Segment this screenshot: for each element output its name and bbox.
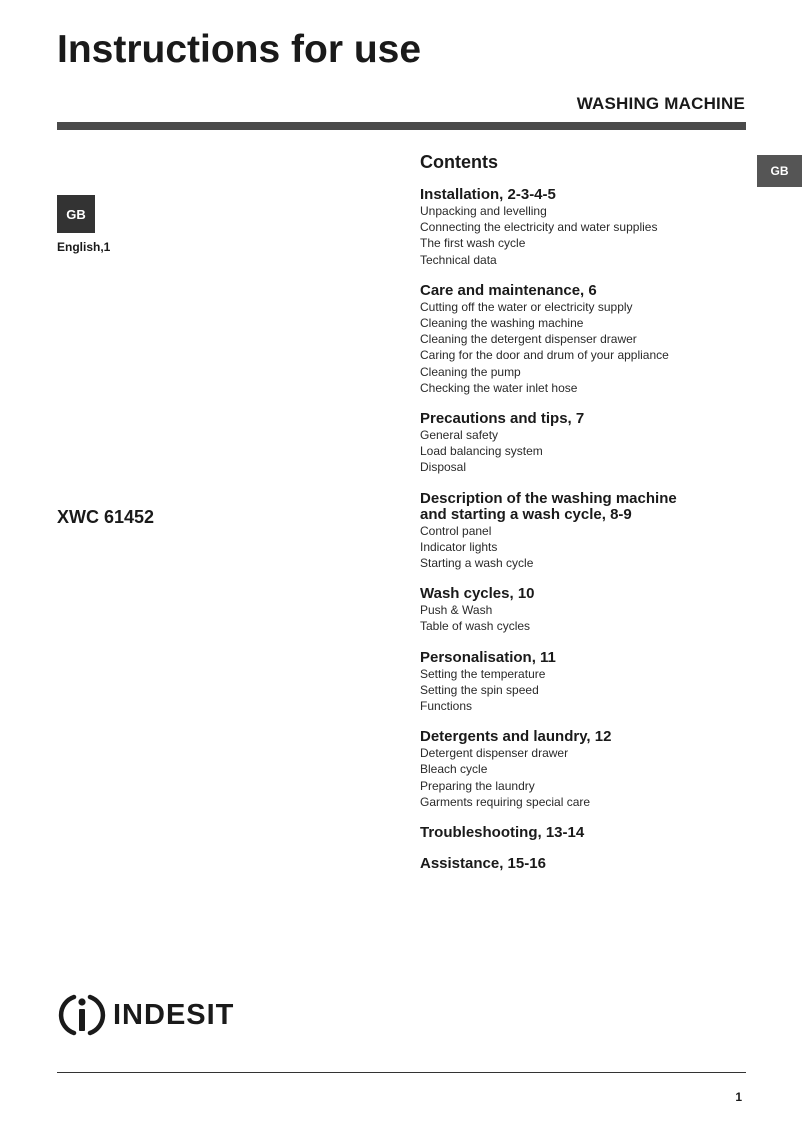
toc-section-title: Precautions and tips, 7 <box>420 410 585 428</box>
brand-logo <box>57 990 234 1040</box>
toc-item-list <box>420 523 750 572</box>
toc-section-troubleshooting <box>420 825 750 841</box>
toc-item-list <box>420 203 750 268</box>
toc-item: Load balancing system <box>420 444 543 459</box>
toc-item: General safety <box>420 428 499 443</box>
language-side-tab: GB <box>757 155 802 187</box>
toc-item: Control panel <box>420 523 492 538</box>
toc-item: Table of wash cycles <box>420 619 531 634</box>
toc-section-title: Wash cycles, 10 <box>420 585 535 603</box>
toc-section-title: Assistance, 15-16 <box>420 855 546 873</box>
toc-item: Caring for the door and drum of your appliance <box>420 348 669 363</box>
toc-item: Unpacking and levelling <box>420 204 547 218</box>
toc-section-title: Installation, 2-3-4-5 <box>420 186 556 203</box>
toc-item: Garments requiring special care <box>420 794 591 809</box>
brand-name: INDESIT <box>113 998 235 1031</box>
toc-section-title: Personalisation, 11 <box>420 648 556 666</box>
toc-item-list <box>420 745 750 810</box>
table-of-contents <box>420 152 750 887</box>
language-badge: GB <box>57 195 95 233</box>
toc-item: Indicator lights <box>420 539 498 554</box>
toc-item-list <box>420 427 750 476</box>
page-title: Instructions for use <box>57 28 422 71</box>
toc-item: Connecting the electricity and water supplies <box>420 220 658 235</box>
toc-section-detergents <box>420 729 750 810</box>
toc-section-description <box>420 491 750 572</box>
toc-item: Starting a wash cycle <box>420 556 534 571</box>
toc-section-assistance <box>420 856 750 872</box>
toc-item-list <box>420 666 750 715</box>
toc-item: Detergent dispenser drawer <box>420 746 569 761</box>
footer-divider <box>57 1072 746 1073</box>
page-number: 1 <box>735 1090 742 1104</box>
toc-item: Preparing the laundry <box>420 778 535 793</box>
toc-item: Checking the water inlet hose <box>420 380 578 395</box>
model-number: XWC 61452 <box>57 507 155 527</box>
toc-section-precautions <box>420 411 750 476</box>
language-label: English,1 <box>57 240 111 254</box>
toc-section-care <box>420 283 750 396</box>
toc-item-list <box>420 602 750 634</box>
toc-item: Push & Wash <box>420 603 493 618</box>
toc-item: Cleaning the pump <box>420 364 521 379</box>
toc-item: Setting the temperature <box>420 666 546 681</box>
header-divider <box>57 122 746 130</box>
toc-item: Technical data <box>420 252 497 267</box>
product-type: WASHING MACHINE <box>576 94 745 113</box>
toc-section-title: Care and maintenance, 6 <box>420 281 597 299</box>
toc-item: Cleaning the washing machine <box>420 316 584 331</box>
toc-item: Setting the spin speed <box>420 682 539 697</box>
toc-item: Functions <box>420 699 473 714</box>
toc-item: Bleach cycle <box>420 762 488 777</box>
toc-item-list <box>420 299 750 396</box>
toc-item: Cleaning the detergent dispenser drawer <box>420 332 637 347</box>
toc-section-title-line: and starting a wash cycle, 8-9 <box>420 505 632 523</box>
toc-item: The first wash cycle <box>420 236 526 251</box>
toc-item: Cutting off the water or electricity supply <box>420 299 633 314</box>
toc-section-wash-cycles <box>420 586 750 634</box>
contents-title: Contents <box>420 152 498 172</box>
indesit-logo-icon <box>57 990 107 1040</box>
toc-item: Disposal <box>420 460 467 475</box>
toc-section-title-line: Description of the washing machine <box>420 489 677 507</box>
toc-section-installation <box>420 187 750 268</box>
toc-section-personalisation <box>420 650 750 715</box>
toc-section-title: Troubleshooting, 13-14 <box>420 824 585 842</box>
toc-section-title: Detergents and laundry, 12 <box>420 728 612 746</box>
